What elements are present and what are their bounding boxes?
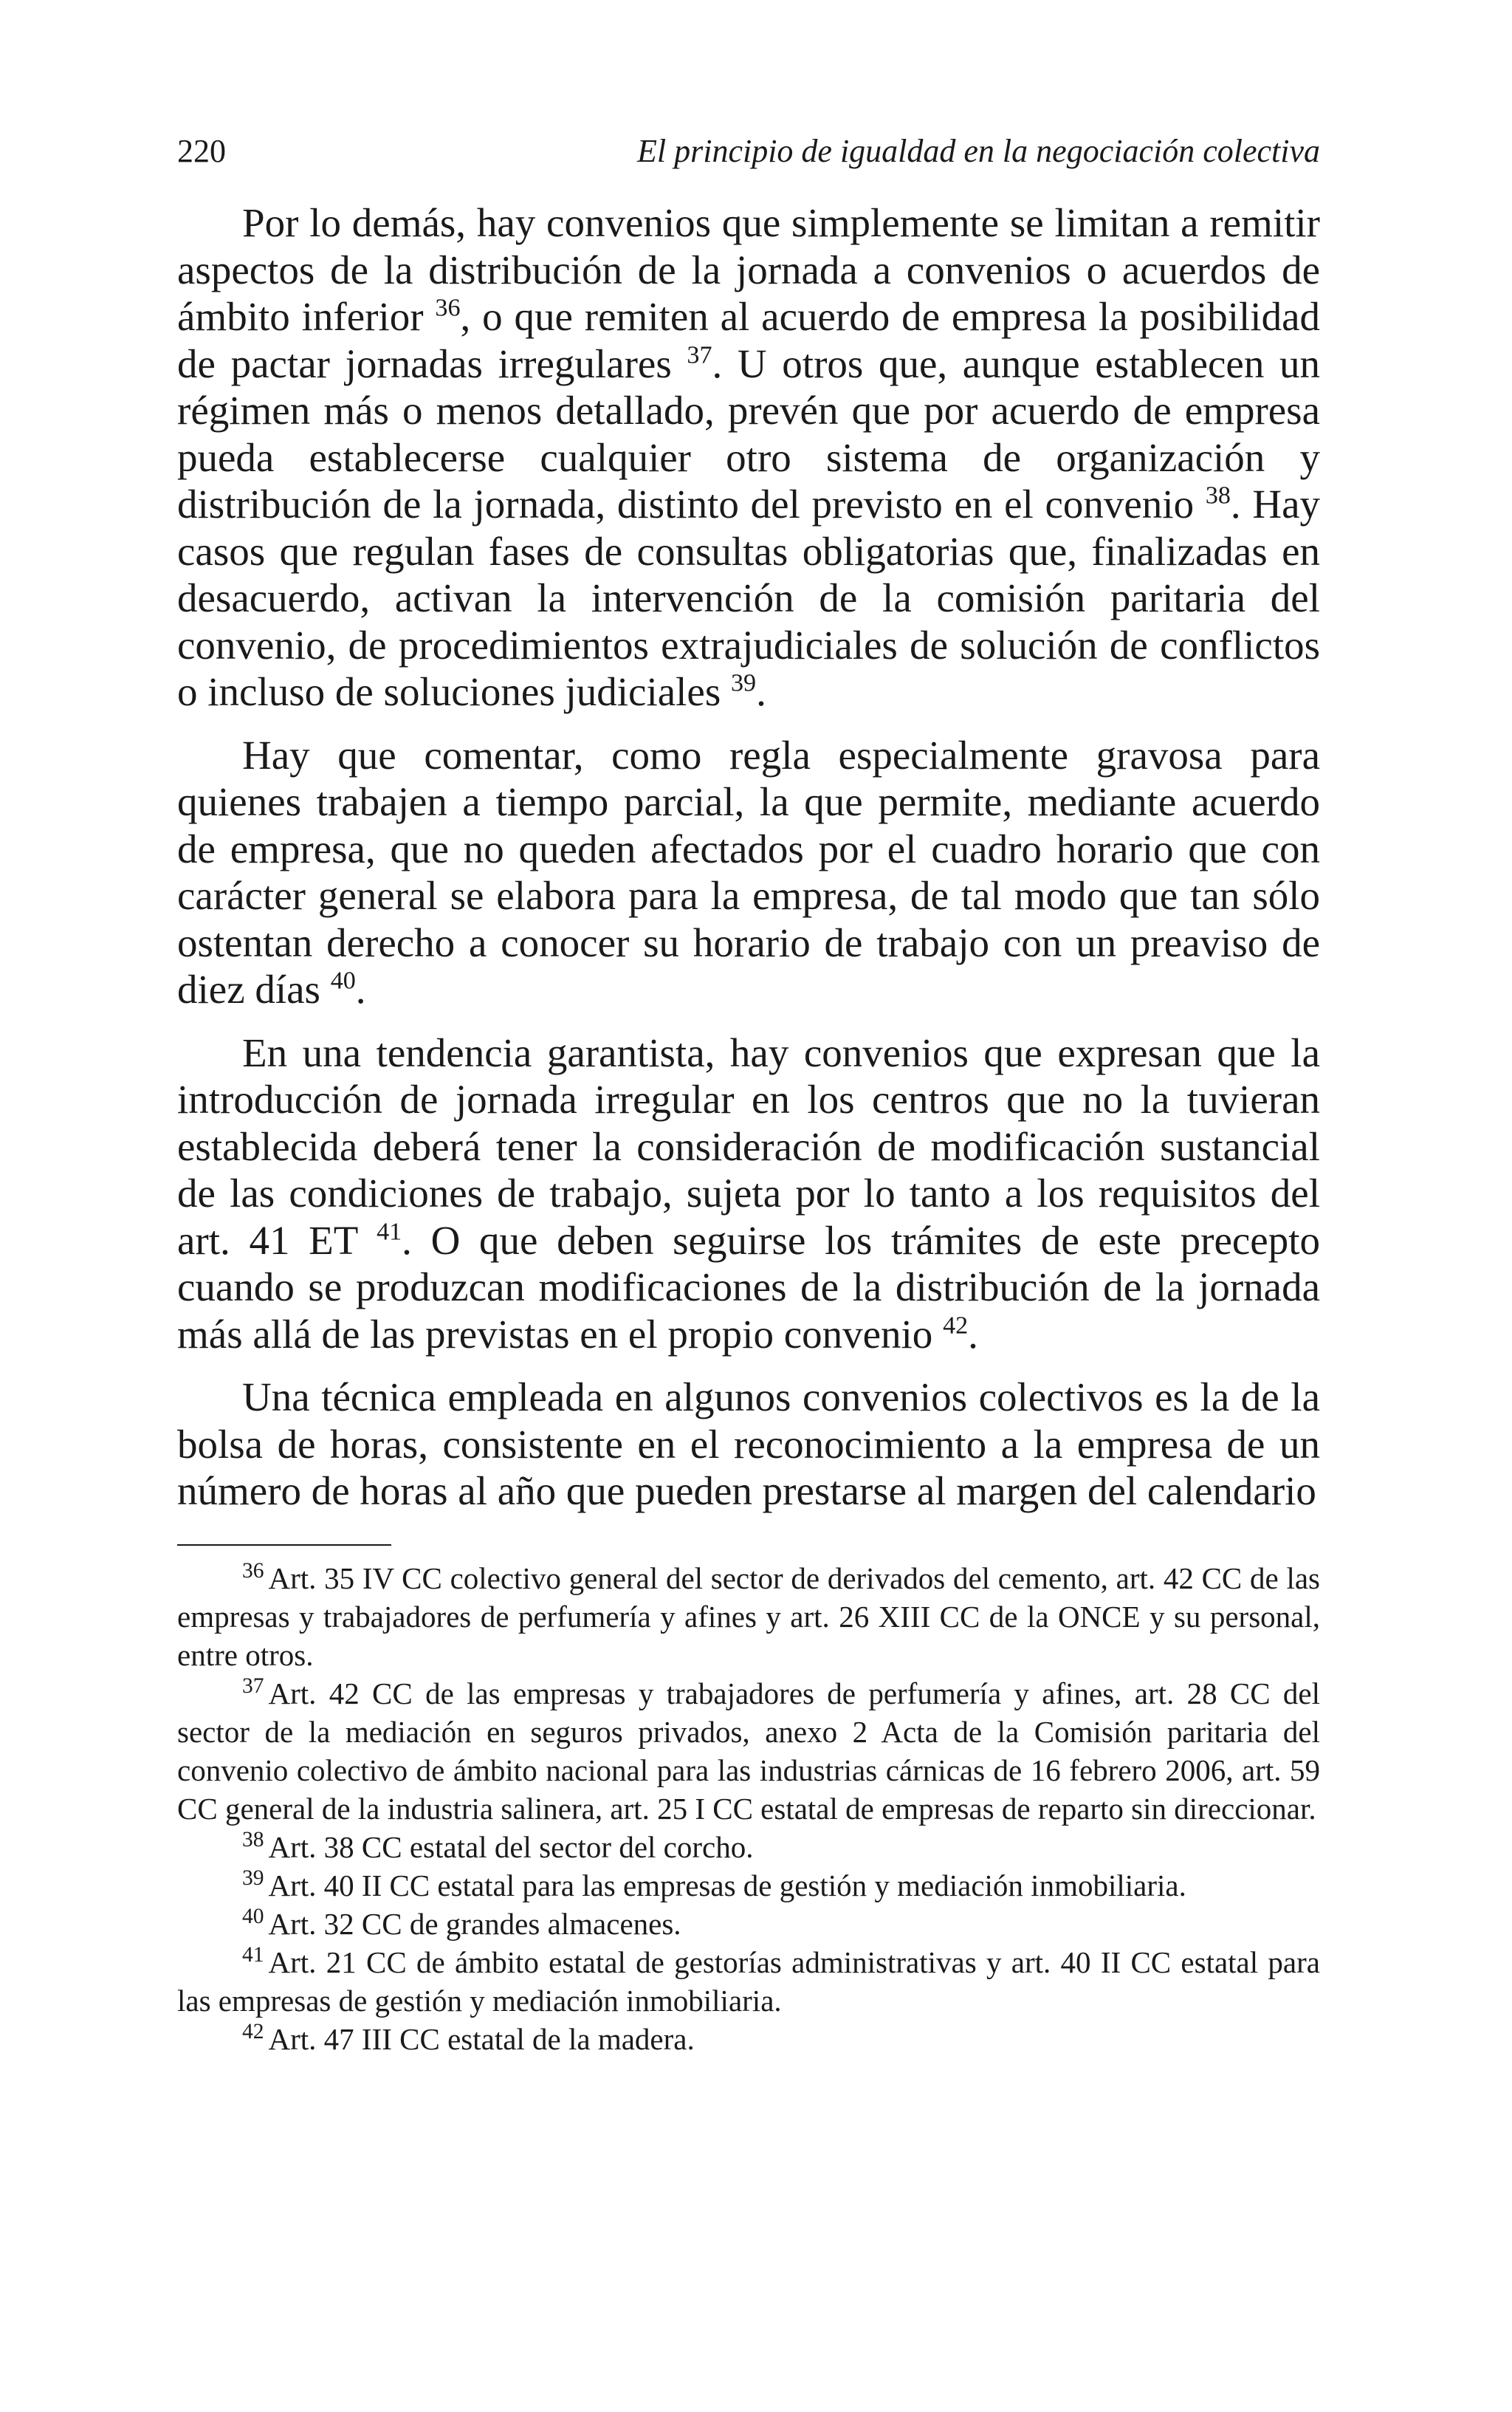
paragraph-text: . (968, 1311, 978, 1357)
footnote-number: 36 (242, 1558, 264, 1583)
footnote-text: Art. 40 II CC estatal para las empresas de gestión y mediación inmobiliaria. (268, 1868, 1186, 1902)
paragraph-text: En una tendencia garantista, hay convenios que expresan que la introducción de jornada irregular en los centros que no la tuvieran establecida deberá tener la consideración de modificación sustancial de las condiciones de trabajo, sujeta por lo tanto a los requisitos del art. 41 ET (177, 1029, 1320, 1263)
paragraph-1 (177, 199, 1320, 716)
footnote-ref: 37 (687, 341, 712, 369)
paragraph-text: , o que remiten al acuerdo de empresa la posibilidad de pactar jornadas irregulares (177, 294, 1320, 386)
footnote-38 (177, 1828, 1320, 1866)
footnote-number: 40 (242, 1904, 264, 1928)
footnote-number: 39 (242, 1865, 264, 1890)
footnote-40 (177, 1905, 1320, 1943)
page-number: 220 (177, 133, 226, 169)
paragraph-text: Una técnica empleada en algunos convenios colectivos es la de la bolsa de horas, consistente en el reconocimiento a la empresa de un número de horas al año que pueden prestarse al margen del calendario (177, 1374, 1320, 1513)
footnote-36 (177, 1559, 1320, 1674)
footnote-ref: 41 (377, 1218, 402, 1246)
footnote-text: Art. 42 CC de las empresas y trabajadores de perfumería y afines, art. 28 CC del sector de la mediación en seguros privados, anexo 2 Acta de la Comisión paritaria del convenio colectivo de ámbito nacional para las industrias cárnicas de 16 febrero 2006, art. 59 CC general de la industria salinera, art. 25 I CC estatal de empresas de reparto sin direccionar. (177, 1676, 1320, 1826)
footnote-ref: 39 (731, 669, 757, 697)
footnote-42 (177, 2020, 1320, 2058)
paragraph-text: . O que deben seguirse los trámites de este precepto cuando se produzcan modificaciones de la distribución de la jornada más allá de las previstas en el propio convenio (177, 1217, 1320, 1357)
footnote-divider (177, 1544, 391, 1546)
running-head (177, 126, 1320, 177)
footnote-number: 41 (242, 1942, 264, 1967)
footnote-ref: 38 (1205, 482, 1231, 510)
footnote-41 (177, 1943, 1320, 2020)
book-page (177, 126, 1320, 2058)
footnote-39 (177, 1866, 1320, 1905)
paragraph-3 (177, 1029, 1320, 1358)
paragraph-text: . Hay casos que regulan fases de consultas obligatorias que, finalizadas en desacuerdo, activan la intervención de la comisión paritaria del convenio, de procedimientos extrajudiciales de solución de conflictos o incluso de soluciones judiciales (177, 482, 1320, 714)
paragraph-text: . (355, 967, 366, 1012)
footnote-text: Art. 47 III CC estatal de la madera. (268, 2021, 695, 2056)
footnote-text: Art. 38 CC estatal del sector del corcho. (268, 1829, 754, 1864)
footnote-text: Art. 21 CC de ámbito estatal de gestorías administrativas y art. 40 II CC estatal para las empresas de gestión y mediación inmobiliaria. (177, 1945, 1320, 2018)
paragraph-text: . (756, 669, 766, 714)
paragraph-text: Por lo demás, hay convenios que simplemente se limitan a remitir aspectos de la distribución de la jornada a convenios o acuerdos de ámbito inferior (177, 200, 1320, 339)
footnote-number: 42 (242, 2019, 264, 2043)
footnote-37 (177, 1674, 1320, 1828)
paragraph-2 (177, 732, 1320, 1013)
paragraph-4 (177, 1374, 1320, 1515)
footnote-ref: 36 (435, 294, 461, 322)
footnote-ref: 42 (943, 1312, 969, 1340)
footnote-ref: 40 (330, 967, 356, 995)
footnote-text: Art. 35 IV CC colectivo general del sector de derivados del cemento, art. 42 CC de las empresas y trabajadores de perfumería y afines y art. 26 XIII CC de la ONCE y su personal, entre otros. (177, 1560, 1320, 1672)
paragraph-text: Hay que comentar, como regla especialmente gravosa para quienes trabajen a tiempo parcial, la que permite, mediante acuerdo de empresa, que no queden afectados por el cuadro horario que con carácter general se elabora para la empresa, de tal modo que tan sólo ostentan derecho a conocer su horario de trabajo con un preaviso de diez días (177, 732, 1320, 1012)
running-title: El principio de igualdad en la negociación colectiva (637, 133, 1320, 169)
footnote-text: Art. 32 CC de grandes almacenes. (268, 1906, 681, 1941)
footnote-number: 37 (242, 1673, 264, 1698)
footnotes (177, 1559, 1320, 2058)
body-text (177, 199, 1320, 1515)
footnote-number: 38 (242, 1827, 264, 1851)
paragraph-text: . U otros que, aunque establecen un régimen más o menos detallado, prevén que por acuerdo de empresa pueda establecerse cualquier otro sistema de organización y distribución de la jornada, distinto del previsto en el convenio (177, 340, 1320, 527)
